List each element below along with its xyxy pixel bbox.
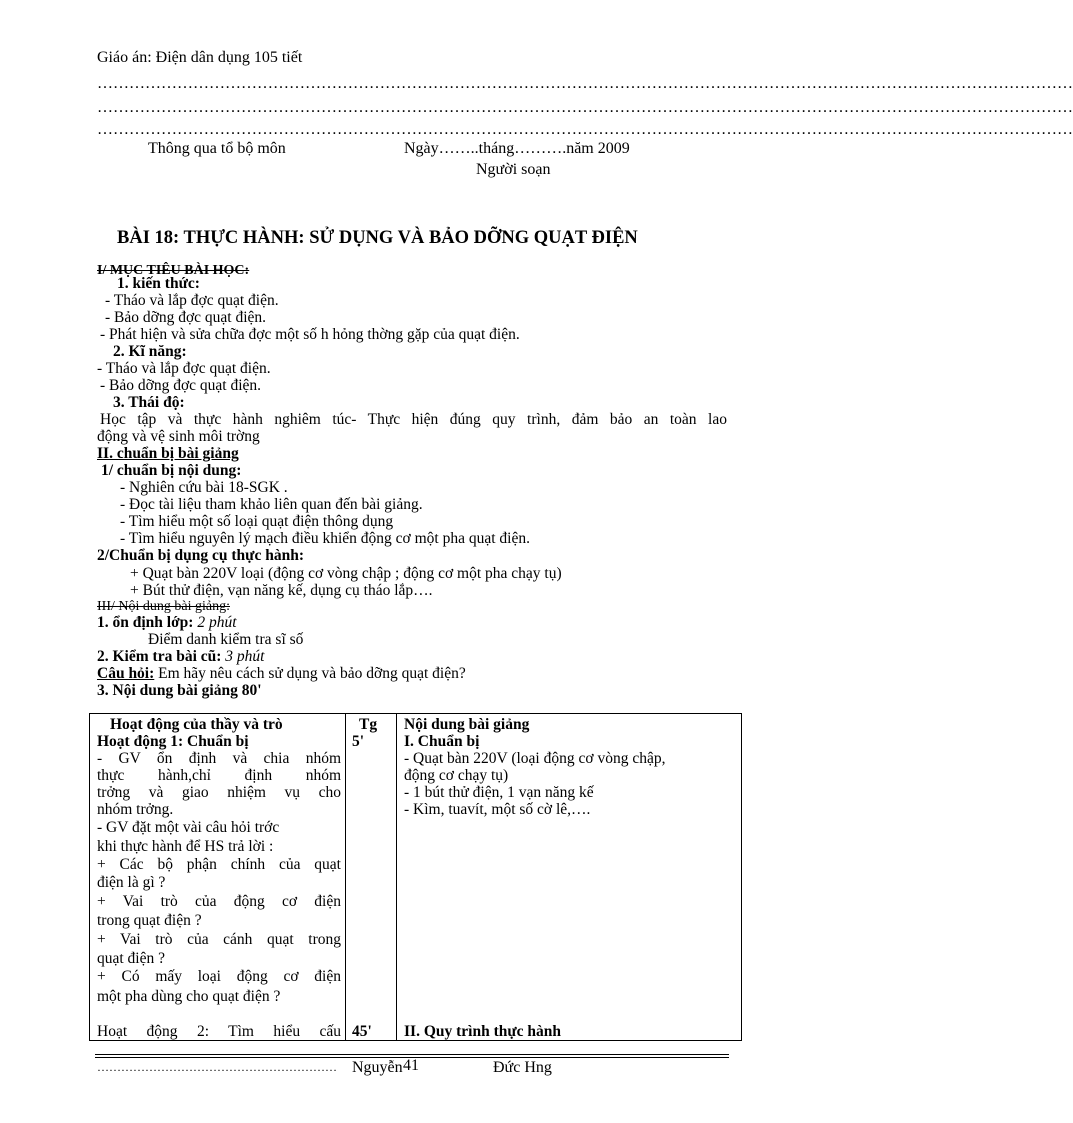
question-label: Câu hỏi:: [97, 665, 155, 682]
activity-line: thực hành,chỉ định nhóm: [97, 767, 341, 784]
table-divider: [396, 713, 397, 1040]
activity-line: điện là gì ?: [97, 874, 166, 891]
question-text: Em hãy nêu cách sử dụng và bảo dỡng quạt điện?: [158, 665, 466, 682]
footer-author: Nguyễn: [352, 1059, 403, 1076]
review-time: 3 phút: [225, 648, 265, 665]
activity-line: + Vai trò của động cơ điện: [97, 893, 341, 910]
knowledge-item: - Tháo và lắp đợc quạt điện.: [105, 292, 279, 309]
activity-line: - GV đặt một vài câu hỏi trớc: [97, 819, 280, 836]
knowledge-item: - Bảo dỡng đợc quạt điện.: [105, 309, 267, 326]
subsection-knowledge: 1. kiến thức:: [117, 275, 200, 292]
subsection-tools: 2/Chuẩn bị dụng cụ thực hành:: [97, 547, 305, 564]
subsection-attitude: 3. Thái độ:: [113, 394, 185, 411]
activity-line: trong quạt điện ?: [97, 912, 202, 929]
tool-item: + Bút thử điện, vạn năng kế, dụng cụ tháo lắp….: [130, 582, 433, 599]
prep-item: - Đọc tài liệu tham khảo liên quan đến bài giảng.: [120, 496, 423, 513]
table-header-activity: Hoạt động của thầy và trò: [110, 716, 283, 733]
activity-line: khi thực hành để HS trả lời :: [97, 838, 274, 855]
author-label: Người soạn: [476, 161, 551, 178]
dotted-line-2: …………………………………………………………………………………………………………………………………………………………………: [97, 99, 1073, 116]
attitude-text: Học tập và thực hành nghiêm túc- Thực hiện đúng quy trình, đảm bảo an toàn lao: [100, 411, 727, 428]
subsection-skills: 2. Kĩ năng:: [113, 343, 187, 360]
subsection-content-prep: 1/ chuẩn bị nội dung:: [101, 462, 242, 479]
class-stability-label: 1. ổn định lớp:: [97, 614, 194, 631]
section-objectives: I/ MỤC TIÊU BÀI HỌC:: [97, 263, 250, 278]
table-header-time: Tg: [359, 716, 378, 733]
footer-rule: [95, 1054, 729, 1055]
skill-item: - Tháo và lắp đợc quạt điện.: [97, 360, 271, 377]
skill-item: - Bảo dỡng đợc quạt điện.: [100, 377, 262, 394]
activity-line: quạt điện ?: [97, 950, 166, 967]
content-line: động cơ chạy tụ): [404, 767, 509, 784]
date-line: Ngày……..tháng……….năm 2009: [404, 140, 630, 157]
doc-title: Giáo án: Điện dân dụng 105 tiết: [97, 49, 303, 66]
dotted-line-1: …………………………………………………………………………………………………………………………………………………………………: [97, 75, 1073, 92]
approval-label: Thông qua tổ bộ môn: [148, 140, 286, 157]
knowledge-item: - Phát hiện và sửa chữa đợc một số h hỏng thờng gặp của quạt điện.: [100, 326, 520, 343]
activity-line: + Vai trò của cánh quạt trong: [97, 931, 341, 948]
activity-line: nhóm trởng.: [97, 801, 174, 818]
activity-1-title: Hoạt động 1: Chuẩn bị: [97, 733, 249, 750]
review-label: 2. Kiểm tra bài cũ:: [97, 648, 222, 665]
class-stability-time: 2 phút: [197, 614, 237, 631]
table-divider: [345, 713, 346, 1040]
tool-item: + Quạt bàn 220V loại (động cơ vòng chập ; động cơ một pha chạy tụ): [130, 565, 562, 582]
activity-2-title-text: Hoạt động 2: Tìm hiểu cấu: [97, 1023, 341, 1040]
footer-dots: ……………………………………………………: [97, 1060, 337, 1074]
activity-line: trởng và giao nhiệm vụ cho: [97, 784, 341, 801]
activity-line: một pha dùng cho quạt điện ?: [97, 988, 281, 1005]
content-line: - Quạt bàn 220V (loại động cơ vòng chập,: [404, 750, 666, 767]
activity-2-title: [97, 1023, 341, 1040]
footer-author-2: Đức Hng: [493, 1059, 552, 1076]
lesson-title: BÀI 18: THỰC HÀNH: SỬ DỤNG VÀ BẢO DỠNG QUẠT ĐIỆN: [117, 228, 638, 248]
section-content: III/ Nội dung bài giảng:: [97, 599, 230, 614]
section-preparation: II. chuẩn bị bài giảng: [97, 445, 239, 462]
prep-item: - Tìm hiểu một số loại quạt điện thông dụng: [120, 513, 394, 530]
activity-line: - GV ổn định và chia nhóm: [97, 750, 341, 767]
prep-item: - Tìm hiểu nguyên lý mạch điều khiển động cơ một pha quạt điện.: [120, 530, 530, 547]
activity-2-time: 45': [352, 1023, 372, 1040]
activity-line: + Các bộ phận chính của quạt: [97, 856, 341, 873]
page-number: 41: [403, 1057, 419, 1074]
content-line: - 1 bút thử điện, 1 vạn năng kế: [404, 784, 594, 801]
activity-line: + Có mấy loại động cơ điện: [97, 968, 341, 985]
prep-item: - Nghiên cứu bài 18-SGK .: [120, 479, 288, 496]
table-header-content: Nội dung bài giảng: [404, 716, 530, 733]
content-2-title: II. Quy trình thực hành: [404, 1023, 562, 1040]
attendance-text: Điểm danh kiểm tra sĩ số: [148, 631, 304, 648]
content-line: - Kìm, tuavít, một số cờ lê,….: [404, 801, 591, 818]
content-1-title: I. Chuẩn bị: [404, 733, 480, 750]
lesson-content-label: 3. Nội dung bài giảng 80': [97, 682, 262, 699]
attitude-text-cont: động và vệ sinh môi trờng: [97, 428, 260, 445]
dotted-line-3: …………………………………………………………………………………………………………………………………………………………………: [97, 121, 1073, 138]
activity-1-time: 5': [352, 733, 365, 750]
